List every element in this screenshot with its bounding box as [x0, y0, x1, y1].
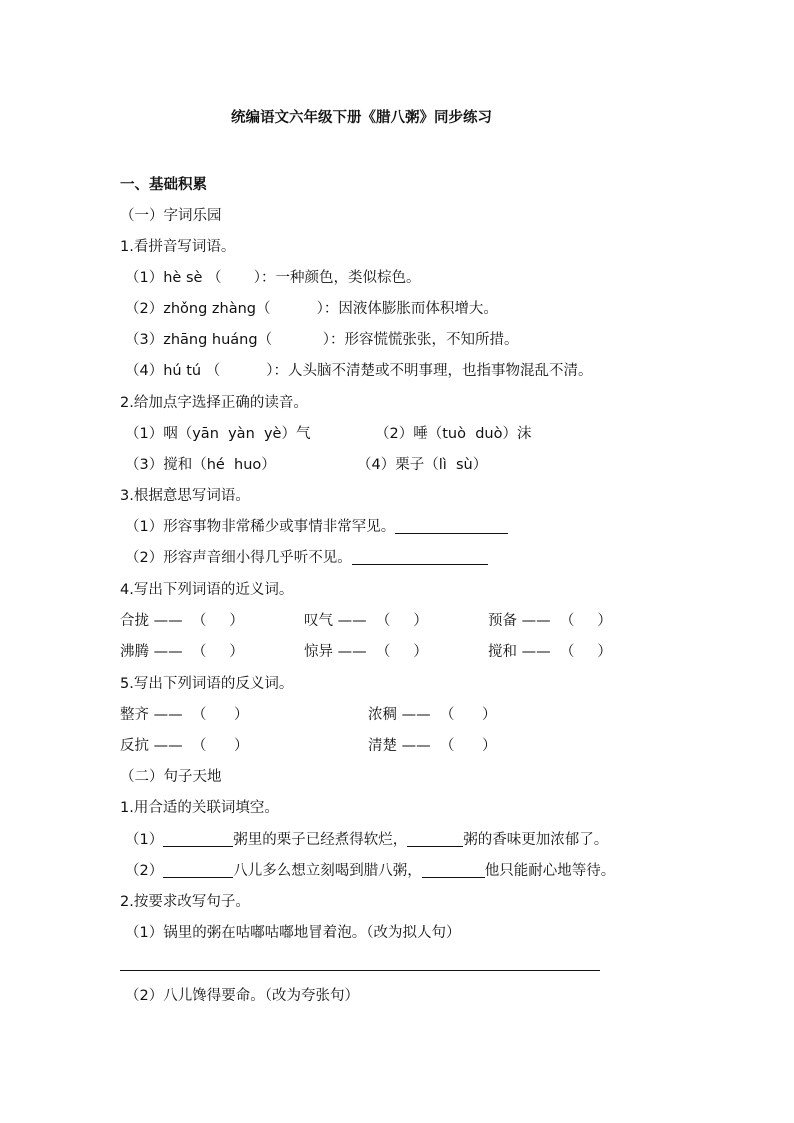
q3-heading: 3.根据意思写词语。	[120, 488, 250, 504]
s1-blank-1b[interactable]	[407, 830, 463, 847]
s1-blank-2b[interactable]	[422, 861, 485, 878]
q3-item-1-text: （1）形容事物非常稀少或事情非常罕见。	[125, 519, 396, 535]
q3-item-2	[125, 548, 488, 568]
s1-heading: 1.用合适的关联词填空。	[120, 800, 279, 816]
s2-item-2: （2）八儿馋得要命。（改为夸张句）	[125, 988, 359, 1004]
page-title: 统编语文六年级下册《腊八粥》同步练习	[231, 110, 492, 126]
s1-item-2	[125, 861, 615, 881]
q3-item-1	[125, 517, 508, 537]
q2-item-2: （2）唾（tuò duò）沫	[375, 426, 532, 442]
q3-answer-line-2[interactable]	[352, 548, 488, 565]
part-heading-words: （一）字词乐园	[120, 208, 222, 224]
q1-item-1: （1）hè sè （ ）：一种颜色，类似棕色。	[125, 270, 421, 286]
q5-row1-item1: 整齐 —— （ ）	[120, 707, 249, 723]
q4-row1-item2: 叹气 —— （ ）	[304, 613, 428, 629]
q1-heading: 1.看拼音写词语。	[120, 239, 236, 255]
s1-item-1-end: 粥的香味更加浓郁了。	[463, 832, 609, 848]
q2-item-3: （3）搅和（hé huo）	[125, 457, 276, 473]
q4-row1-item3: 预备 —— （ ）	[488, 613, 612, 629]
s2-item-1: （1）锅里的粥在咕嘟咕嘟地冒着泡。（改为拟人句）	[125, 925, 461, 941]
s1-blank-2a[interactable]	[163, 861, 233, 878]
q1-item-3: （3）zhāng huáng（ ）：形容慌慌张张，不知所措。	[125, 332, 519, 348]
s1-item-2-prefix: （2）	[125, 863, 164, 879]
section-heading-basics: 一、基础积累	[120, 177, 207, 193]
q2-item-1: （1）咽（yān yàn yè）气	[125, 426, 311, 442]
q5-heading: 5.写出下列词语的反义词。	[120, 676, 294, 692]
s1-item-2-mid: 八儿多么想立刻喝到腊八粥，	[233, 863, 422, 879]
part-heading-sentences: （二）句子天地	[120, 769, 222, 785]
s1-item-1	[125, 830, 608, 850]
s2-heading: 2.按要求改写句子。	[120, 894, 250, 910]
q4-heading: 4.写出下列词语的近义词。	[120, 582, 294, 598]
s1-blank-1a[interactable]	[163, 830, 233, 847]
q2-heading: 2.给加点字选择正确的读音。	[120, 395, 308, 411]
s1-item-1-mid: 粥里的栗子已经煮得软烂，	[233, 832, 408, 848]
q4-row1-item1: 合拢 —— （ ）	[120, 613, 244, 629]
q1-item-4: （4）hú tú （ ）：人头脑不清楚或不明事理，也指事物混乱不清。	[125, 363, 593, 379]
q1-item-2: （2）zhǒng zhàng（ ）：因液体膨胀而体积增大。	[125, 301, 498, 317]
q5-row1-item2: 浓稠 —— （ ）	[368, 707, 497, 723]
q4-row2-item3: 搅和 —— （ ）	[488, 644, 612, 660]
q5-row2-item1: 反抗 —— （ ）	[120, 738, 249, 754]
q4-row2-item2: 惊异 —— （ ）	[304, 644, 428, 660]
q5-row2-item2: 清楚 —— （ ）	[368, 738, 497, 754]
s1-item-1-prefix: （1）	[125, 832, 164, 848]
q4-row2-item1: 沸腾 —— （ ）	[120, 644, 244, 660]
q2-item-4: （4）栗子（lì sù）	[357, 457, 488, 473]
s2-answer-line-1[interactable]	[120, 970, 600, 971]
s1-item-2-end: 他只能耐心地等待。	[484, 863, 616, 879]
q3-item-2-text: （2）形容声音细小得几乎听不见。	[125, 550, 352, 566]
q3-answer-line-1[interactable]	[395, 517, 508, 534]
